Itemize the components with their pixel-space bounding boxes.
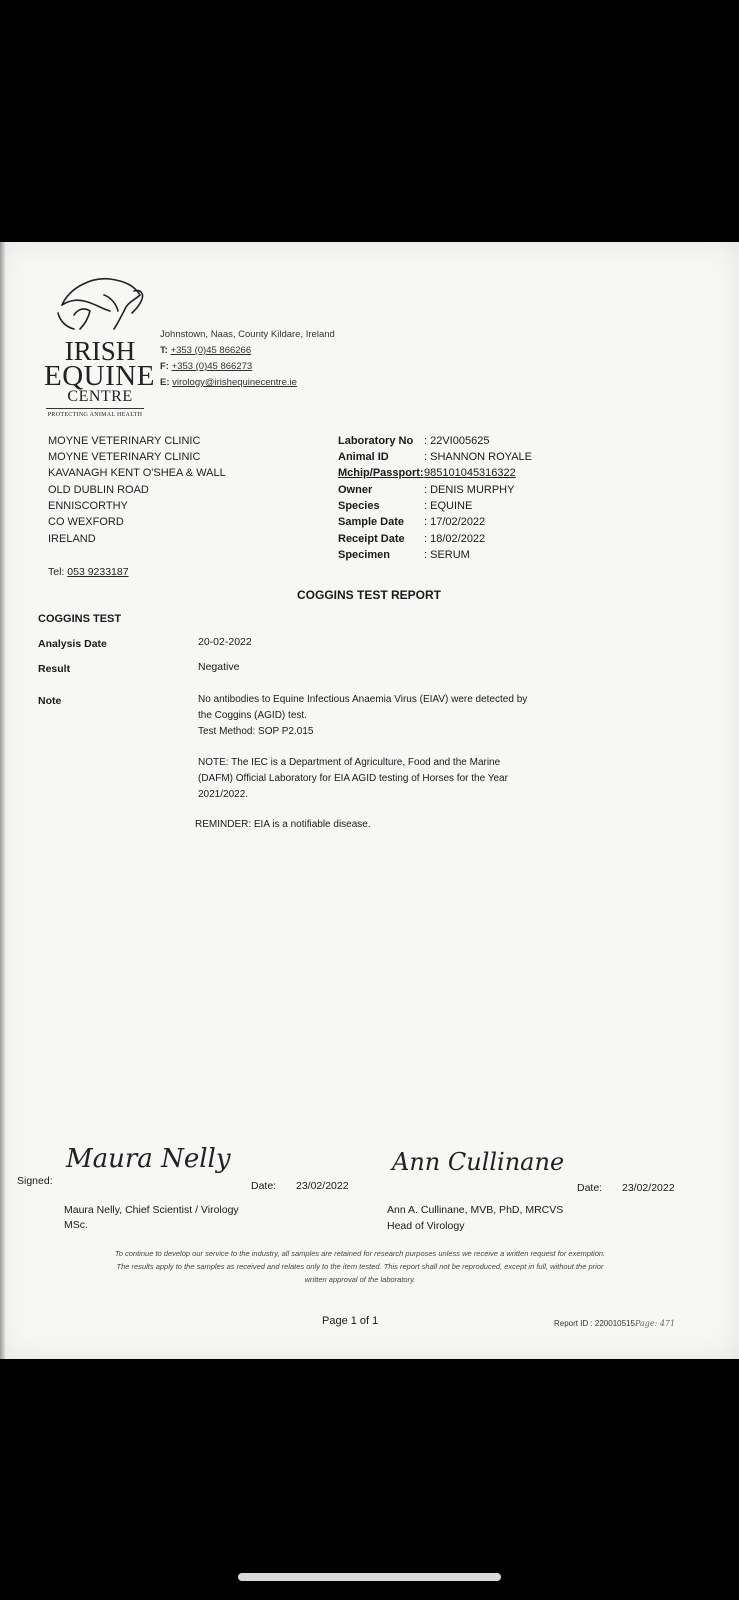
tel-link[interactable]: 053 9233187 [67,566,129,578]
notice-text [198,755,578,803]
notice-line: NOTE: The IEC is a Department of Agriculture, Food and the Marine [198,757,501,768]
left-signature: Maura Nelly [66,1144,231,1174]
note-line: No antibodies to Equine Infectious Anaemia Virus (EIAV) were detected by [198,694,528,705]
lab-info-label: Specimen [338,549,390,561]
lab-info-label: Animal ID [338,451,389,463]
right-date-value: 23/02/2022 [622,1182,675,1194]
recipient-line: MOYNE VETERINARY CLINIC [48,435,201,447]
analysis-date-value: 20-02-2022 [198,636,252,648]
report-id-value: Report ID : 220010515 [554,1319,635,1328]
lab-info-value: 985101045316322 [424,467,516,479]
analysis-date-label: Analysis Date [38,638,107,650]
page-edge-shadow [0,242,6,1359]
recipient-line: CO WEXFORD [48,516,124,528]
right-date-label: Date: [577,1182,603,1194]
note-label: Note [38,695,62,707]
email-link[interactable]: virology@irishequinecentre.ie [172,377,297,388]
lab-info-label: Laboratory No [338,435,414,447]
right-signature: Ann Cullinane [392,1148,565,1176]
org-address: Johnstown, Naas, County Kildare, Ireland [160,329,335,340]
lab-info-value: : SHANNON ROYALE [424,451,532,463]
lab-info-value: : EQUINE [424,500,473,512]
lab-info-label: Mchip/Passport: [338,467,424,479]
report-title: COGGINS TEST REPORT [297,588,442,602]
fax-number: +353 (0)45 866273 [171,361,253,372]
phone-link[interactable]: +353 (0)45 866266 [170,345,252,356]
logo-name-line3: CENTRE [67,388,133,405]
lab-info-value: : 18/02/2022 [424,533,486,545]
right-signatory-title: Head of Virology [387,1220,465,1232]
lab-info-value: : DENIS MURPHY [424,484,515,496]
left-date-label: Date: [251,1180,277,1192]
result-label: Result [38,663,71,675]
signed-label: Signed: [17,1175,53,1187]
note-line: the Coggins (AGID) test. [198,710,307,721]
disclaimer-line: To continue to develop our service to the industry, all samples are retained for research purposes unless we receive a written request for exemption. [114,1249,606,1258]
recipient-line: KAVANAGH KENT O'SHEA & WALL [48,467,226,479]
lab-info-label: Owner [338,484,373,496]
recipient-line: OLD DUBLIN ROAD [48,484,149,496]
org-fax [160,361,252,372]
recipient-tel [48,566,129,578]
recipient-line: IRELAND [48,533,96,545]
notice-line: 2021/2022. [198,789,249,800]
recipient-line: MOYNE VETERINARY CLINIC [48,451,201,463]
lab-info-value: : 22VI005625 [424,435,490,447]
lab-info-value: : 17/02/2022 [424,516,486,528]
lab-info-label: Species [338,500,380,512]
reminder-text: REMINDER: EIA is a notifiable disease. [195,819,371,830]
page-number: Page 1 of 1 [322,1315,379,1327]
logo-tagline: PROTECTING ANIMAL HEALTH [47,412,143,418]
disclaimer [50,1247,670,1286]
note-line: Test Method: SOP P2.015 [198,726,314,737]
tel-label: Tel: [48,566,65,578]
lab-info-label: Sample Date [338,516,405,528]
right-signatory-name: Ann A. Cullinane, MVB, PhD, MRCVS [387,1204,564,1216]
left-signatory-name: Maura Nelly, Chief Scientist / Virology [64,1204,239,1216]
notice-line: (DAFM) Official Laboratory for EIA AGID testing of Horses for the Year [198,773,508,784]
org-phone [160,345,251,356]
result-value: Negative [198,661,240,673]
logo-name-line2: EQUINE [44,360,155,392]
lab-info-label: Receipt Date [338,533,405,545]
lab-info-value: : SERUM [424,549,470,561]
phone-label: T: [160,345,168,356]
disclaimer-line: The results apply to the samples as received and relates only to the item tested. This report shall not be reproduced, except in full, without the prior [116,1262,604,1271]
left-signatory-qual: MSc. [64,1219,88,1231]
logo-name-line1: IRISH [64,336,136,366]
note-text [198,692,578,740]
email-label: E: [160,377,170,388]
fax-label: F: [160,361,169,372]
recipient-line: ENNISCORTHY [48,500,128,512]
page-stamp: Page: 471 [634,1319,676,1328]
logo-divider [46,408,144,409]
left-date-value: 23/02/2022 [296,1180,349,1192]
section-heading: COGGINS TEST [38,613,122,625]
disclaimer-line: written approval of the laboratory. [304,1275,416,1284]
report-id [554,1319,675,1328]
home-indicator[interactable] [238,1573,501,1581]
org-email [160,377,297,388]
